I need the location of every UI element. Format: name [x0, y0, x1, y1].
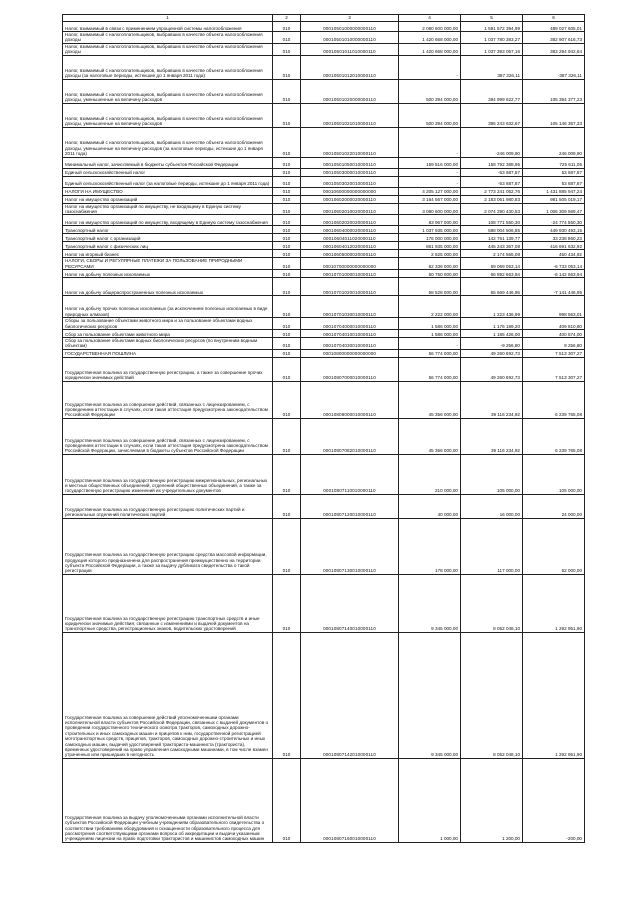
column-number: 4	[399, 15, 461, 22]
table-row	[63, 270, 585, 278]
table-row	[63, 157, 585, 168]
table-row	[63, 203, 585, 215]
unexecuted-amount: 382 907 616,73	[523, 32, 585, 44]
approved-amount: -	[399, 55, 461, 79]
executed-amount: 39 116 234,92	[461, 418, 523, 454]
table-row	[63, 242, 585, 250]
income-classification-code: 00010602010020000110	[301, 203, 399, 215]
income-classification-code: 00010501020000000110	[301, 79, 399, 103]
income-classification-code: 00010807082010000110	[301, 418, 399, 454]
line-code: 010	[273, 349, 301, 357]
column-number: 5	[461, 15, 523, 22]
line-code: 010	[273, 22, 301, 32]
indicator-name: Государственная пошлина за выдачу уполномоченными органами исполнительной власти субъектов Российской Федерации учебным учреждениям образовательного свидетельства о соответствии требованиям оборудования и оснащенности образовательного процесса для рассмотрения соответствующими органами вопроса об аккредитации и выдачи указанным учреждениям лицензии на право подготовки трактористов и машинистов самоходных машин	[63, 758, 273, 842]
indicator-name: Государственная пошлина за государственную регистрацию, а также за совершение прочих юридически значимых действий	[63, 357, 273, 381]
unexecuted-amount: 416 691 632,92	[523, 242, 585, 250]
unexecuted-amount: 62 000,00	[523, 518, 585, 574]
approved-amount: 1 000,00	[399, 758, 461, 842]
line-code: 010	[273, 127, 301, 157]
executed-amount: 2 183 061 980,83	[461, 195, 523, 203]
unexecuted-amount: 383 294 942,84	[523, 43, 585, 55]
column-number: 6	[523, 15, 585, 22]
unexecuted-amount: 33 238 860,23	[523, 234, 585, 242]
indicator-name: НАЛОГИ НА ИМУЩЕСТВО	[63, 187, 273, 195]
approved-amount: 83 967 000,00	[399, 215, 461, 226]
line-code: 010	[273, 176, 301, 187]
approved-amount: 62 336 000,00	[399, 258, 461, 270]
unexecuted-amount: 9 256,80	[523, 338, 585, 350]
line-code: 010	[273, 187, 301, 195]
indicator-name: Государственная пошлина за государственную регистрацию политических партий и региональных отделений политических партий	[63, 494, 273, 518]
indicator-name: Транспортный налог	[63, 226, 273, 234]
table-row	[63, 55, 585, 79]
unexecuted-amount: 1 006 309 569,47	[523, 203, 585, 215]
approved-amount: 56 774 000,00	[399, 349, 461, 357]
income-classification-code: 00010501021010000110	[301, 103, 399, 127]
income-classification-code: 00010501010000000110	[301, 32, 399, 44]
approved-amount: 60 750 000,00	[399, 270, 461, 278]
income-classification-code: 00010704000010000110	[301, 318, 399, 330]
indicator-name: Минимальный налог, зачисляемый в бюджеты субъектов Российской Федерации	[63, 157, 273, 168]
indicator-name: Транспортный налог с организаций	[63, 234, 273, 242]
table-row	[63, 127, 585, 157]
executed-amount: -246 009,90	[461, 127, 523, 157]
approved-amount: -	[399, 338, 461, 350]
income-classification-code: 00010501011010000110	[301, 43, 399, 55]
indicator-name: Государственная пошлина за совершение действий, связанных с лицензированием, с проведением аттестации в случаях, если такая аттестация предусмотрена законодательством Российской Федерации	[63, 381, 273, 418]
indicator-name: Налог, взимаемый с налогоплательщиков, выбравших в качестве объекта налогообложения доходы, уменьшенные на величину расходов	[63, 79, 273, 103]
income-classification-code: 00010501000000000110	[301, 22, 399, 32]
income-classification-code: 00010503000010000110	[301, 168, 399, 176]
line-code: 010	[273, 215, 301, 226]
approved-amount: 2 222 000,00	[399, 296, 461, 318]
line-code: 010	[273, 195, 301, 203]
line-code: 010	[273, 79, 301, 103]
executed-amount: 65 669 446,95	[461, 278, 523, 296]
unexecuted-amount: 400 574,00	[523, 330, 585, 338]
income-classification-code: 00010602000020000110	[301, 195, 399, 203]
income-classification-code: 00010808000010000110	[301, 381, 399, 418]
unexecuted-amount: 7 513 307,27	[523, 349, 585, 357]
line-code: 010	[273, 242, 301, 250]
line-code: 010	[273, 55, 301, 79]
income-classification-code: 00010807000010000110	[301, 357, 399, 381]
table-row	[63, 103, 585, 127]
indicator-name: Транспортный налог с физических лиц	[63, 242, 273, 250]
table-row	[63, 296, 585, 318]
line-code: 010	[273, 632, 301, 758]
table-row	[63, 79, 585, 103]
line-code: 010	[273, 381, 301, 418]
approved-amount: 500 394 000,00	[399, 103, 461, 127]
table-row	[63, 195, 585, 203]
line-code: 010	[273, 32, 301, 44]
income-classification-code: 00010807140010000110	[301, 574, 399, 632]
approved-amount: 1 420 668 000,00	[399, 32, 461, 44]
unexecuted-amount: 998 563,01	[523, 296, 585, 318]
executed-amount: 1 037 780 383,27	[461, 32, 523, 44]
indicator-name: Налог на добычу полезных ископаемых	[63, 270, 273, 278]
executed-amount: 2 174 565,08	[461, 250, 523, 258]
executed-amount: 108 771 550,30	[461, 215, 523, 226]
table-row	[63, 338, 585, 350]
indicator-name: Налог на игорный бизнес	[63, 250, 273, 258]
line-code: 010	[273, 226, 301, 234]
executed-amount: 49 260 692,73	[461, 357, 523, 381]
approved-amount: 3 080 600 000,00	[399, 203, 461, 215]
line-code: 010	[273, 157, 301, 168]
table-row	[63, 632, 585, 758]
executed-amount: 394 999 622,77	[461, 79, 523, 103]
column-number: 2	[273, 15, 301, 22]
table-row	[63, 22, 585, 32]
approved-amount: 1 586 000,00	[399, 318, 461, 330]
table-row	[63, 418, 585, 454]
report-sheet	[62, 14, 584, 843]
line-code: 010	[273, 518, 301, 574]
approved-amount: -	[399, 127, 461, 157]
income-classification-code: 00010503020010000110	[301, 176, 399, 187]
indicator-name: Налог на имущество организаций по имуществу, не входящему в Единую систему газоснабжения	[63, 203, 273, 215]
income-classification-code: 00010701020010000110	[301, 278, 399, 296]
income-classification-code: 00010602020020000110	[301, 215, 399, 226]
indicator-name: Государственная пошлина за совершение действий уполномоченными органами исполнительной власти субъектов Российской Федерации, связанных с выдачей документов о проведении государственного технического осмотра тракторов, самоходных дорожно-строительных и иных самоходных машин и прицепов к ним, государственной регистрацией мототранспортных средств, прицепов, тракторов, самоходных дорожно-строительных и иных самоходных машин, выдачей удостоверений тракториста-машиниста (тракториста), временных удостоверений на право управления самоходными машинами, в том числе взамен утраченных или пришедших в негодность	[63, 632, 273, 758]
indicator-name: ГОСУДАРСТВЕННАЯ ПОШЛИНА	[63, 349, 273, 357]
income-classification-code: 00010704010010000110	[301, 330, 399, 338]
table-row	[63, 574, 585, 632]
table-row	[63, 43, 585, 55]
approved-amount: 178 000,00	[399, 518, 461, 574]
line-code: 010	[273, 270, 301, 278]
approved-amount: 2 625 000,00	[399, 250, 461, 258]
executed-amount: 1 200,00	[461, 758, 523, 842]
executed-amount: 8 052 048,10	[461, 574, 523, 632]
income-classification-code: 00010701030010000110	[301, 296, 399, 318]
unexecuted-amount: -387 326,11	[523, 55, 585, 79]
income-classification-code: 00010807160010000110	[301, 758, 399, 842]
income-classification-code: 00010501012010000110	[301, 55, 399, 79]
indicator-name: Налог на имущество организаций	[63, 195, 273, 203]
income-classification-code: 00010807110010000110	[301, 454, 399, 494]
line-code: 010	[273, 168, 301, 176]
executed-amount: 1 223 436,99	[461, 296, 523, 318]
income-classification-code: 00010704030010000110	[301, 338, 399, 350]
income-classification-code: 00010501022010000110	[301, 127, 399, 157]
table-row	[63, 187, 585, 195]
line-code: 010	[273, 418, 301, 454]
unexecuted-amount: -7 141 446,95	[523, 278, 585, 296]
unexecuted-amount: -6 733 053,14	[523, 258, 585, 270]
table-row	[63, 518, 585, 574]
indicator-name: Налог на добычу общераспространенных полезных ископаемых	[63, 278, 273, 296]
executed-amount: -53 687,87	[461, 168, 523, 176]
column-number-row	[63, 15, 585, 22]
income-classification-code: 00010604000020000110	[301, 226, 399, 234]
approved-amount: 1 586 000,00	[399, 330, 461, 338]
unexecuted-amount: 725 611,05	[523, 157, 585, 168]
table-row	[63, 454, 585, 494]
table-row	[63, 32, 585, 44]
line-code: 010	[273, 234, 301, 242]
line-code: 010	[273, 43, 301, 55]
approved-amount: 176 000 000,00	[399, 234, 461, 242]
executed-amount: 142 761 139,77	[461, 234, 523, 242]
executed-amount: 117 000,00	[461, 518, 523, 574]
unexecuted-amount: 53 687,87	[523, 168, 585, 176]
indicator-name: Государственная пошлина за государственную регистрацию средства массовой информации, продукция которого предназначена для распространения преимущественно на территории субъекта Российской Федерации, а также за выдачу дубликата свидетельства о такой регистрации	[63, 518, 273, 574]
approved-amount: 9 345 000,00	[399, 574, 461, 632]
executed-amount: 2 773 241 052,76	[461, 187, 523, 195]
approved-amount: 1 420 668 000,00	[399, 43, 461, 55]
approved-amount: 2 080 600 000,00	[399, 22, 461, 32]
indicator-name: Сборы за пользование объектами животного мира и за пользование объектами водных биологических ресурсов	[63, 318, 273, 330]
income-classification-code: 00010605000020000110	[301, 250, 399, 258]
table-row	[63, 330, 585, 338]
income-classification-code: 00010800000000000000	[301, 349, 399, 357]
approved-amount: -	[399, 168, 461, 176]
unexecuted-amount: 7 513 307,27	[523, 357, 585, 381]
line-code: 010	[273, 357, 301, 381]
approved-amount: 159 516 000,00	[399, 157, 461, 168]
table-row	[63, 357, 585, 381]
indicator-name: Налог, взимаемый с налогоплательщиков, выбравших в качестве объекта налогообложения доходы	[63, 43, 273, 55]
indicator-name: Налог, взимаемый с налогоплательщиков, выбравших в качестве объекта налогообложения доходы, уменьшенные на величину расходов (за налоговые периоды, истекшие до 1 января 2011 года)	[63, 127, 273, 157]
indicator-name: Государственная пошлина за совершение действий, связанных с лицензированием, с проведением аттестации в случаях, если такая аттестация предусмотрена законодательством Российской Федерации, зачисляемая в бюджеты субъектов Российской Федерации	[63, 418, 273, 454]
executed-amount: 158 792 388,95	[461, 157, 523, 168]
table-row	[63, 176, 585, 187]
line-code: 010	[273, 338, 301, 350]
column-number: 3	[301, 15, 399, 22]
table-row	[63, 215, 585, 226]
executed-amount: 395 243 632,67	[461, 103, 523, 127]
approved-amount: 3 164 567 000,00	[399, 195, 461, 203]
executed-amount: 39 116 234,92	[461, 381, 523, 418]
unexecuted-amount: 449 930 493,15	[523, 226, 585, 234]
table-row	[63, 758, 585, 842]
line-code: 010	[273, 250, 301, 258]
unexecuted-amount: 105 146 367,33	[523, 103, 585, 127]
column-number: 1	[63, 15, 273, 22]
indicator-name: НАЛОГИ, СБОРЫ И РЕГУЛЯРНЫЕ ПЛАТЕЖИ ЗА ПОЛЬЗОВАНИЕ ПРИРОДНЫМИ РЕСУРСАМИ	[63, 258, 273, 270]
unexecuted-amount: 246 009,90	[523, 127, 585, 157]
approved-amount: 56 774 000,00	[399, 357, 461, 381]
line-code: 010	[273, 330, 301, 338]
unexecuted-amount: 105 394 377,23	[523, 79, 585, 103]
table-row	[63, 278, 585, 296]
table-row	[63, 349, 585, 357]
line-code: 010	[273, 203, 301, 215]
table-row	[63, 168, 585, 176]
approved-amount: 40 000,00	[399, 494, 461, 518]
line-code: 010	[273, 574, 301, 632]
approved-amount: 1 037 935 000,00	[399, 226, 461, 234]
table-row	[63, 381, 585, 418]
income-classification-code: 00010701000010000110	[301, 270, 399, 278]
income-classification-code: 00010807120010000110	[301, 494, 399, 518]
indicator-name: Налог, взимаемый с налогоплательщиков, выбравших в качестве объекта налогообложения доходы (за налоговые периоды, истекшие до 1 января 2011 года)	[63, 55, 273, 79]
table-row	[63, 318, 585, 330]
unexecuted-amount: 450 434,92	[523, 250, 585, 258]
unexecuted-amount: 409 810,80	[523, 318, 585, 330]
income-classification-code: 00010600000000000000	[301, 187, 399, 195]
income-classification-code: 00010807142010000110	[301, 632, 399, 758]
line-code: 010	[273, 103, 301, 127]
approved-amount: 4 205 127 000,00	[399, 187, 461, 195]
unexecuted-amount: 1 292 951,90	[523, 632, 585, 758]
unexecuted-amount: 981 505 019,17	[523, 195, 585, 203]
income-classification-code: 00010807130010000110	[301, 518, 399, 574]
indicator-name: Налог на имущество организаций по имуществу, входящему в Единую систему газоснабжения	[63, 215, 273, 226]
table-row	[63, 250, 585, 258]
unexecuted-amount: 24 000,00	[523, 494, 585, 518]
unexecuted-amount: 6 239 765,08	[523, 418, 585, 454]
income-classification-code: 00010604011020000110	[301, 234, 399, 242]
executed-amount: 49 260 692,73	[461, 349, 523, 357]
line-code: 010	[273, 318, 301, 330]
table-row	[63, 234, 585, 242]
indicator-name: Налог, взимаемый с налогоплательщиков, выбравших в качестве объекта налогообложения доходы, уменьшенные на величину расходов	[63, 103, 273, 127]
executed-amount: 1 176 189,20	[461, 318, 523, 330]
executed-amount: 2 074 290 430,53	[461, 203, 523, 215]
unexecuted-amount: 6 239 765,08	[523, 381, 585, 418]
indicator-name: Сбор за пользование объектами животного мира	[63, 330, 273, 338]
table-row	[63, 226, 585, 234]
line-code: 010	[273, 758, 301, 842]
unexecuted-amount: 53 687,87	[523, 176, 585, 187]
line-code: 010	[273, 278, 301, 296]
executed-amount: 588 004 506,85	[461, 226, 523, 234]
budget-execution-table	[62, 14, 585, 843]
indicator-name: Государственная пошлина за государственную регистрацию межрегиональных, региональных и местных общественных объединений, отделений общественных объединений, а также за государственную регистрацию изменений их учредительных документов	[63, 454, 273, 494]
table-row	[63, 494, 585, 518]
executed-amount: -53 687,87	[461, 176, 523, 187]
executed-amount: 445 243 367,08	[461, 242, 523, 250]
unexecuted-amount: -24 774 550,30	[523, 215, 585, 226]
executed-amount: 1 037 393 057,16	[461, 43, 523, 55]
unexecuted-amount: 105 000,00	[523, 454, 585, 494]
indicator-name: Единый сельскохозяйственный налог (за налоговые периоды, истекшие до 1 января 2011 года)	[63, 176, 273, 187]
executed-amount: -9 256,80	[461, 338, 523, 350]
line-code: 010	[273, 494, 301, 518]
executed-amount: 8 052 048,10	[461, 632, 523, 758]
indicator-name: Налог на добычу прочих полезных ископаемых (за исключением полезных ископаемых в виде природных алмазов)	[63, 296, 273, 318]
unexecuted-amount: -6 142 663,94	[523, 270, 585, 278]
table-row	[63, 258, 585, 270]
executed-amount: 387 326,11	[461, 55, 523, 79]
approved-amount: 500 394 000,00	[399, 79, 461, 103]
income-classification-code: 00010604012020000110	[301, 242, 399, 250]
executed-amount: 1 591 572 394,99	[461, 22, 523, 32]
indicator-name: Сбор за пользование объектами водных биологических ресурсов (по внутренним водным объектам)	[63, 338, 273, 350]
line-code: 010	[273, 258, 301, 270]
executed-amount: 69 069 053,14	[461, 258, 523, 270]
approved-amount: 45 356 000,00	[399, 418, 461, 454]
unexecuted-amount: 1 292 951,90	[523, 574, 585, 632]
income-classification-code: 00010700000000000000	[301, 258, 399, 270]
executed-amount: 66 892 663,94	[461, 270, 523, 278]
indicator-name: Налог, взимаемый в связи с применением упрощенной системы налогообложения	[63, 22, 273, 32]
approved-amount: 58 528 000,00	[399, 278, 461, 296]
approved-amount: 9 345 000,00	[399, 632, 461, 758]
approved-amount: 861 935 000,00	[399, 242, 461, 250]
approved-amount: -	[399, 176, 461, 187]
executed-amount: 105 000,00	[461, 454, 523, 494]
indicator-name: Государственная пошлина за государственную регистрацию транспортных средств и иные юридически значимые действия, связанные с изменениями и выдачей документов на транспортные средства, регистрационных знаков, водительских удостоверений	[63, 574, 273, 632]
unexecuted-amount: 489 027 605,01	[523, 22, 585, 32]
approved-amount: 210 000,00	[399, 454, 461, 494]
line-code: 010	[273, 454, 301, 494]
executed-amount: 1 185 426,00	[461, 330, 523, 338]
executed-amount: 16 000,00	[461, 494, 523, 518]
line-code: 010	[273, 296, 301, 318]
indicator-name: Налог, взимаемый с налогоплательщиков, выбравших в качестве объекта налогообложения доходы	[63, 32, 273, 44]
unexecuted-amount: 1 431 885 947,24	[523, 187, 585, 195]
approved-amount: 45 356 000,00	[399, 381, 461, 418]
income-classification-code: 00010501050010000110	[301, 157, 399, 168]
indicator-name: Единый сельскохозяйственный налог	[63, 168, 273, 176]
unexecuted-amount: -200,00	[523, 758, 585, 842]
